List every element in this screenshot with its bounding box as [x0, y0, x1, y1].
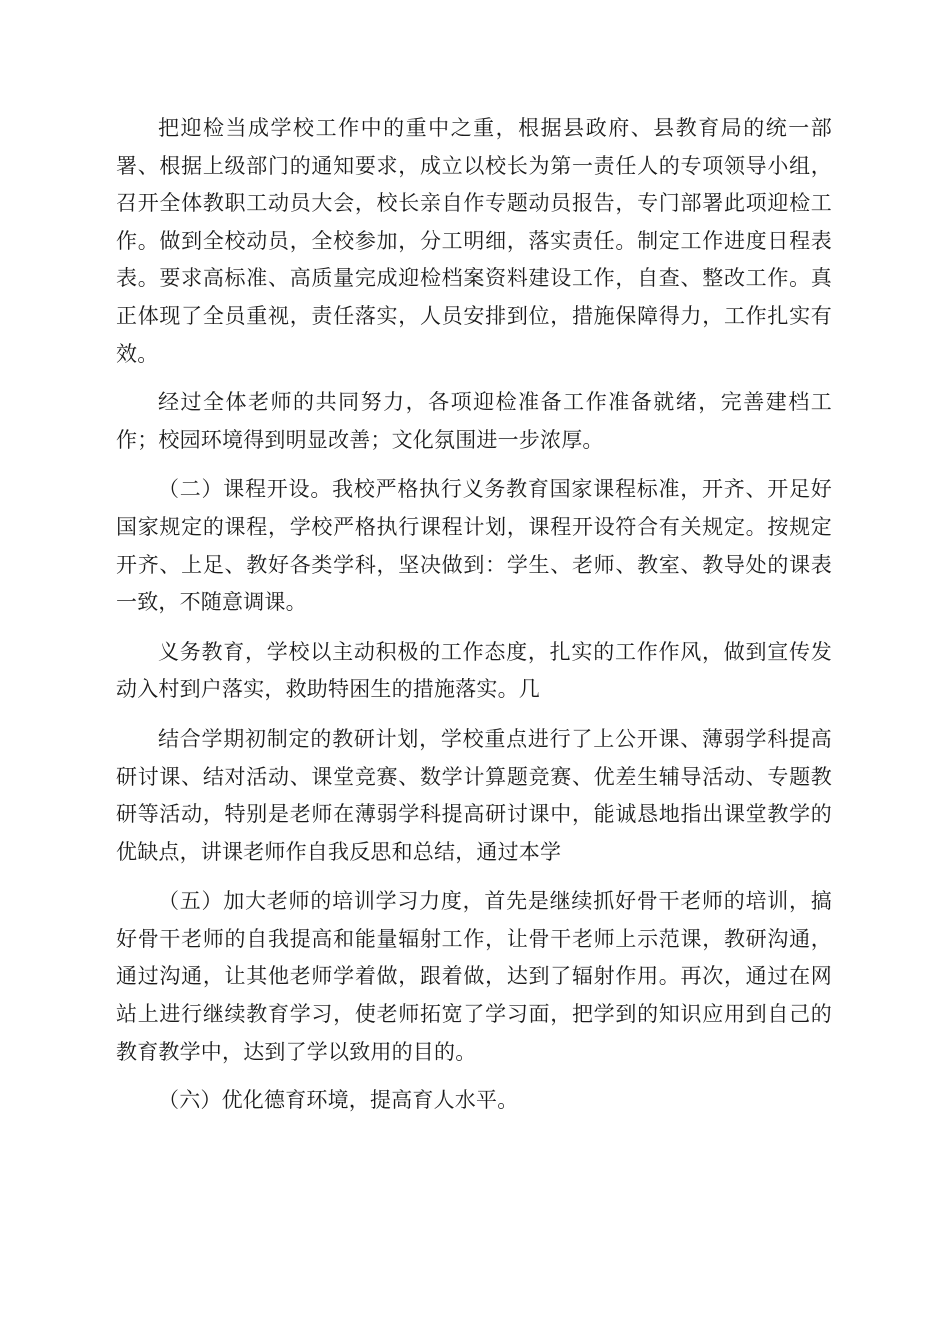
document-body — [116, 110, 832, 1120]
paragraph-joint-effort: 经过全体老师的共同努力，各项迎检准备工作准备就绪，完善建档工作；校园环境得到明显改善；文化氛围进一步浓厚。 — [116, 390, 832, 452]
paragraph-curriculum-setup: （二）课程开设。我校严格执行义务教育国家课程标准，开齐、开足好国家规定的课程，学校严格执行课程计划，课程开设符合有关规定。按规定开齐、上足、教好各类学科，坚决做到：学生、老师、教室、教导处的课表一致，不随意调课。 — [116, 477, 832, 615]
paragraph-compulsory-education: 义务教育，学校以主动积极的工作态度，扎实的工作作风，做到宣传发动入村到户落实，救助特困生的措施落实。几 — [116, 639, 832, 702]
paragraph-teaching-research: 结合学期初制定的教研计划，学校重点进行了上公开课、薄弱学科提高研讨课、结对活动、课堂竞赛、数学计算题竞赛、优差生辅导活动、专题教研等活动，特别是老师在薄弱学科提高研讨课中，能诚恳地指出课堂教学的优缺点，讲课老师作自我反思和总结，通过本学 — [116, 726, 832, 864]
paragraph-inspection-preparation: 把迎检当成学校工作中的重中之重，根据县政府、县教育局的统一部署、根据上级部门的通知要求，成立以校长为第一责任人的专项领导小组，召开全体教职工动员大会，校长亲自作专题动员报告，专门部署此项迎检工作。做到全校动员，全校参加，分工明细，落实责任。制定工作进度日程表表。要求高标准、高质量完成迎检档案资料建设工作，自查、整改工作。真正体现了全员重视，责任落实，人员安排到位，措施保障得力，工作扎实有效。 — [116, 116, 832, 366]
paragraph-teacher-training: （五）加大老师的培训学习力度，首先是继续抓好骨干老师的培训，搞好骨干老师的自我提高和能量辐射工作，让骨干老师上示范课，教研沟通，通过沟通，让其他老师学着做，跟着做，达到了辐射作用。再次，通过在网站上进行继续教育学习，使老师拓宽了学习面，把学到的知识应用到自己的教育教学中，达到了学以致用的目的。 — [116, 889, 832, 1064]
paragraph-moral-education: （六）优化德育环境，提高育人水平。 — [158, 1088, 519, 1113]
